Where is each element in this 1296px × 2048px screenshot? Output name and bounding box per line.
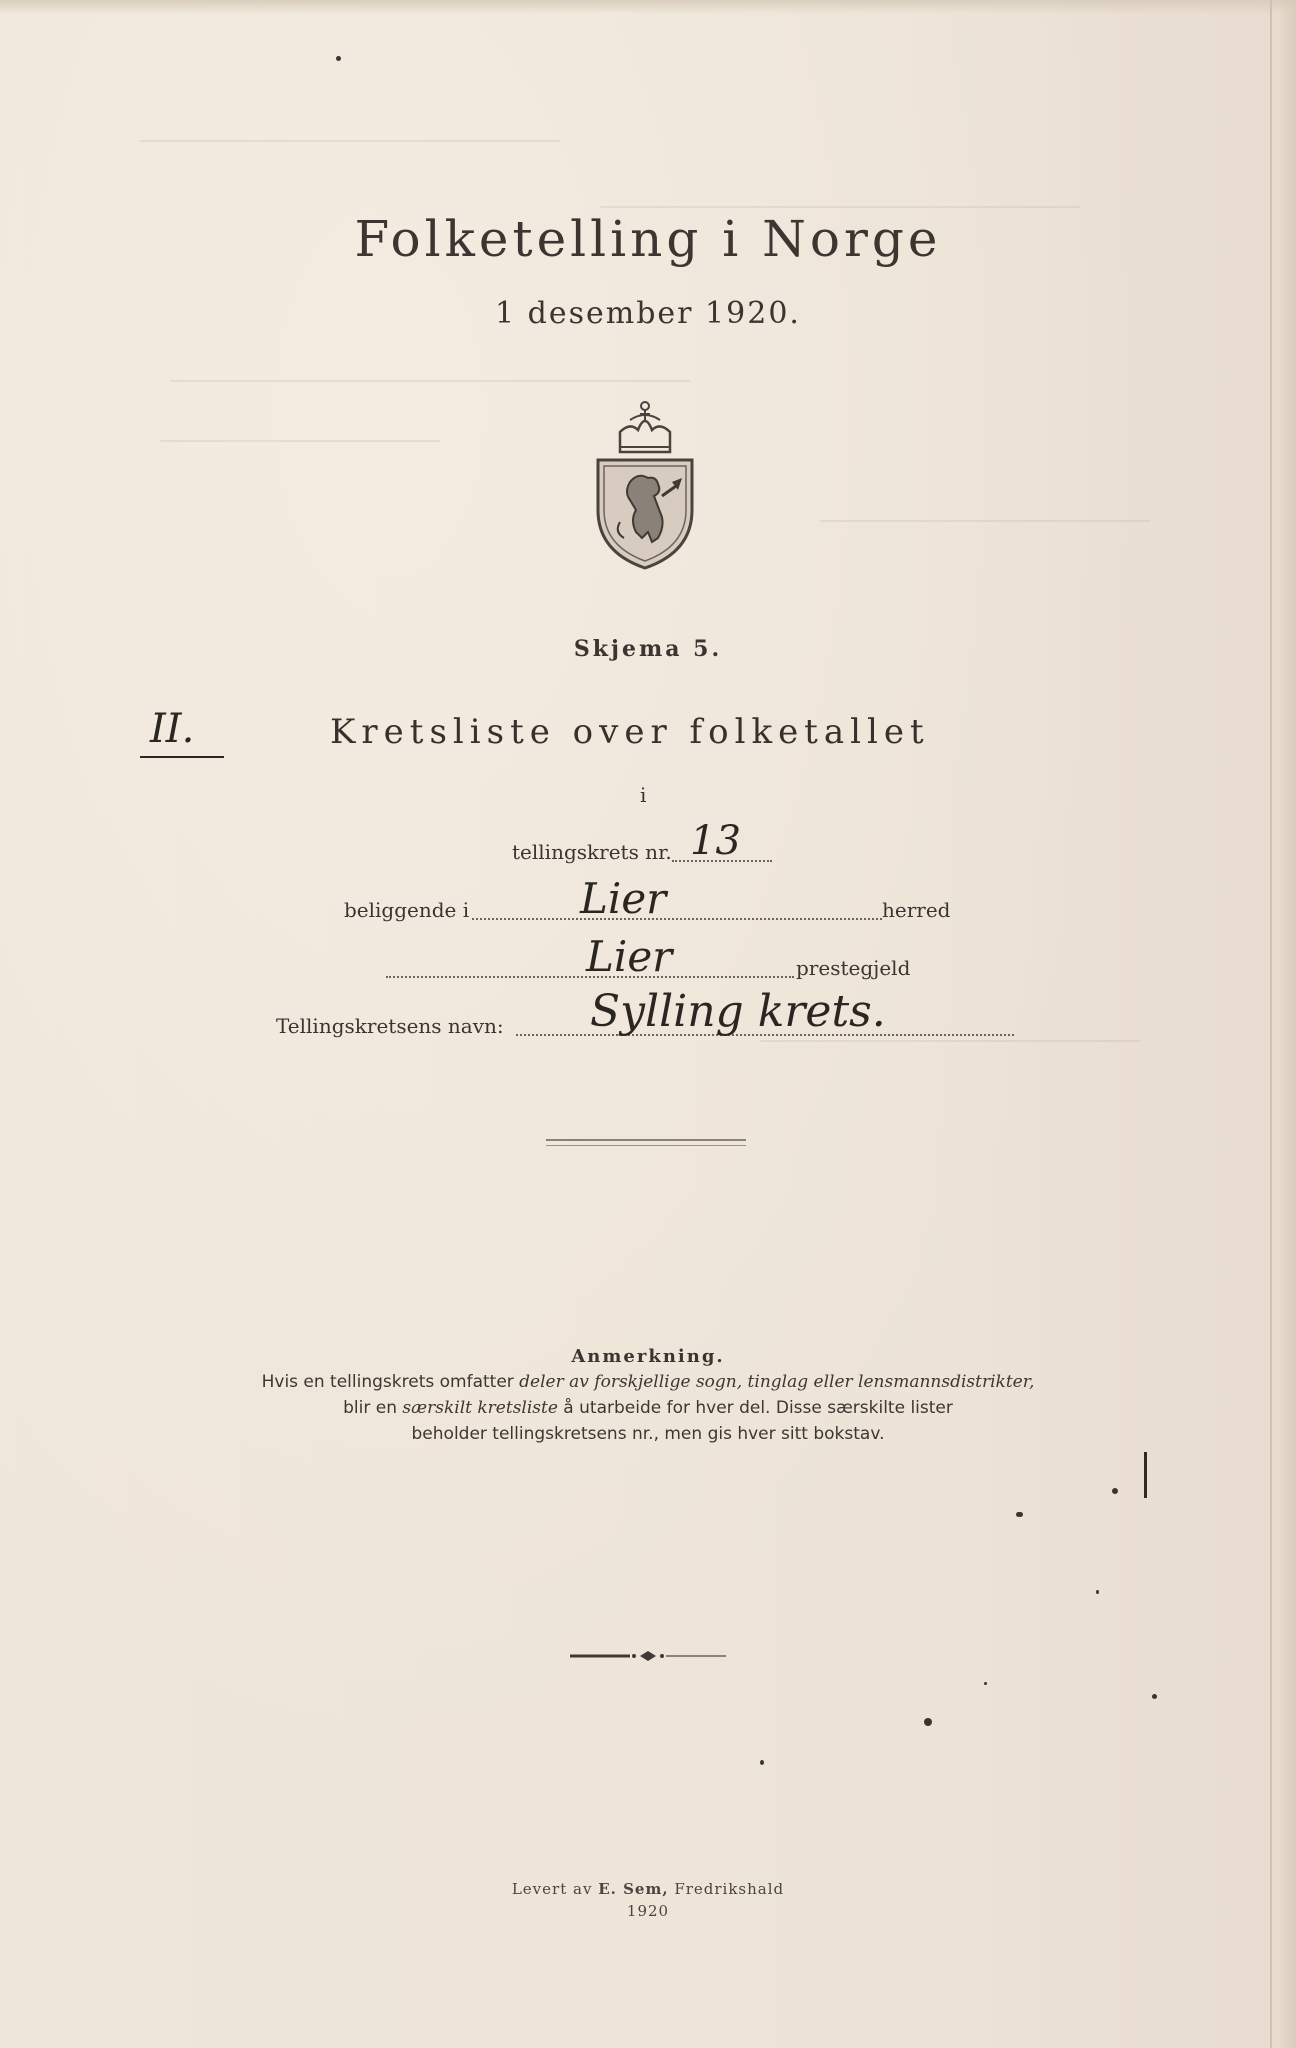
field-label-district-name: Tellingskretsens navn: [276,1014,504,1038]
note-line-1-emphasis: deler av forskjellige sogn, tinglag eller lensmannsdistrikter, [519,1372,1035,1392]
field-value-district-name: Sylling krets. [590,986,886,1037]
ink-speck [1112,1488,1118,1494]
show-through-mark [140,140,560,142]
footer-year: 1920 [626,1902,670,1920]
note-line-2-text-b: å utarbeide for hver del. Disse særskilte lister [557,1398,953,1418]
footer-printer-name: E. Sem, [598,1880,669,1898]
note-line-2 [0,1398,1296,1418]
note-line-1 [0,1372,1296,1392]
page-title: Folketelling i Norge [354,210,942,268]
field-label-located-in: beliggende i [344,898,470,922]
connector-word: i [640,783,647,807]
divider-rule-thin [546,1145,746,1146]
handwritten-underline [140,756,224,758]
margin-pen-stroke [1144,1452,1147,1498]
ink-speck [1018,1512,1023,1517]
field-value-district-number: 13 [690,818,741,864]
divider-rule [546,1139,746,1141]
show-through-mark [600,206,1080,208]
ink-speck [1152,1694,1157,1699]
census-date: 1 desember 1920. [495,296,801,331]
ornament-divider-icon [570,1650,726,1662]
handwritten-list-number: II. [150,706,195,752]
show-through-mark [170,380,690,382]
show-through-mark [760,1040,1140,1042]
field-value-located-in: Lier [580,874,667,923]
field-value-parish: Lier [586,932,673,981]
paper-top-edge [0,0,1296,14]
footer-printer-city: Fredrikshald [668,1880,785,1898]
ink-speck [760,1760,764,1765]
form-heading: Kretsliste over folketallet [330,712,930,752]
show-through-mark [820,520,1150,522]
norwegian-coat-of-arms-icon [590,392,700,572]
footer-printer-prefix: Levert av [511,1880,599,1898]
note-title: Anmerkning. [571,1346,725,1367]
field-label-district-number: tellingskrets nr. [512,840,672,864]
ink-speck [984,1682,987,1685]
show-through-mark [160,440,440,442]
note-line-2-text-a: blir en [343,1398,403,1418]
note-line-2-emphasis: særskilt kretsliste [402,1398,558,1418]
field-suffix-herred: herred [882,898,951,922]
footer-printer-line [0,1880,1296,1898]
ink-speck [1096,1590,1099,1594]
note-line-1-text: Hvis en tellingskrets omfatter [261,1372,520,1392]
field-suffix-prestegjeld: prestegjeld [796,956,911,980]
note-line-3: beholder tellingskretsens nr., men gis hver sitt bokstav. [411,1424,885,1444]
ink-speck [924,1718,932,1726]
schema-number: Skjema 5. [573,636,723,662]
ink-speck [336,56,341,61]
field-line-located-in [472,918,882,920]
